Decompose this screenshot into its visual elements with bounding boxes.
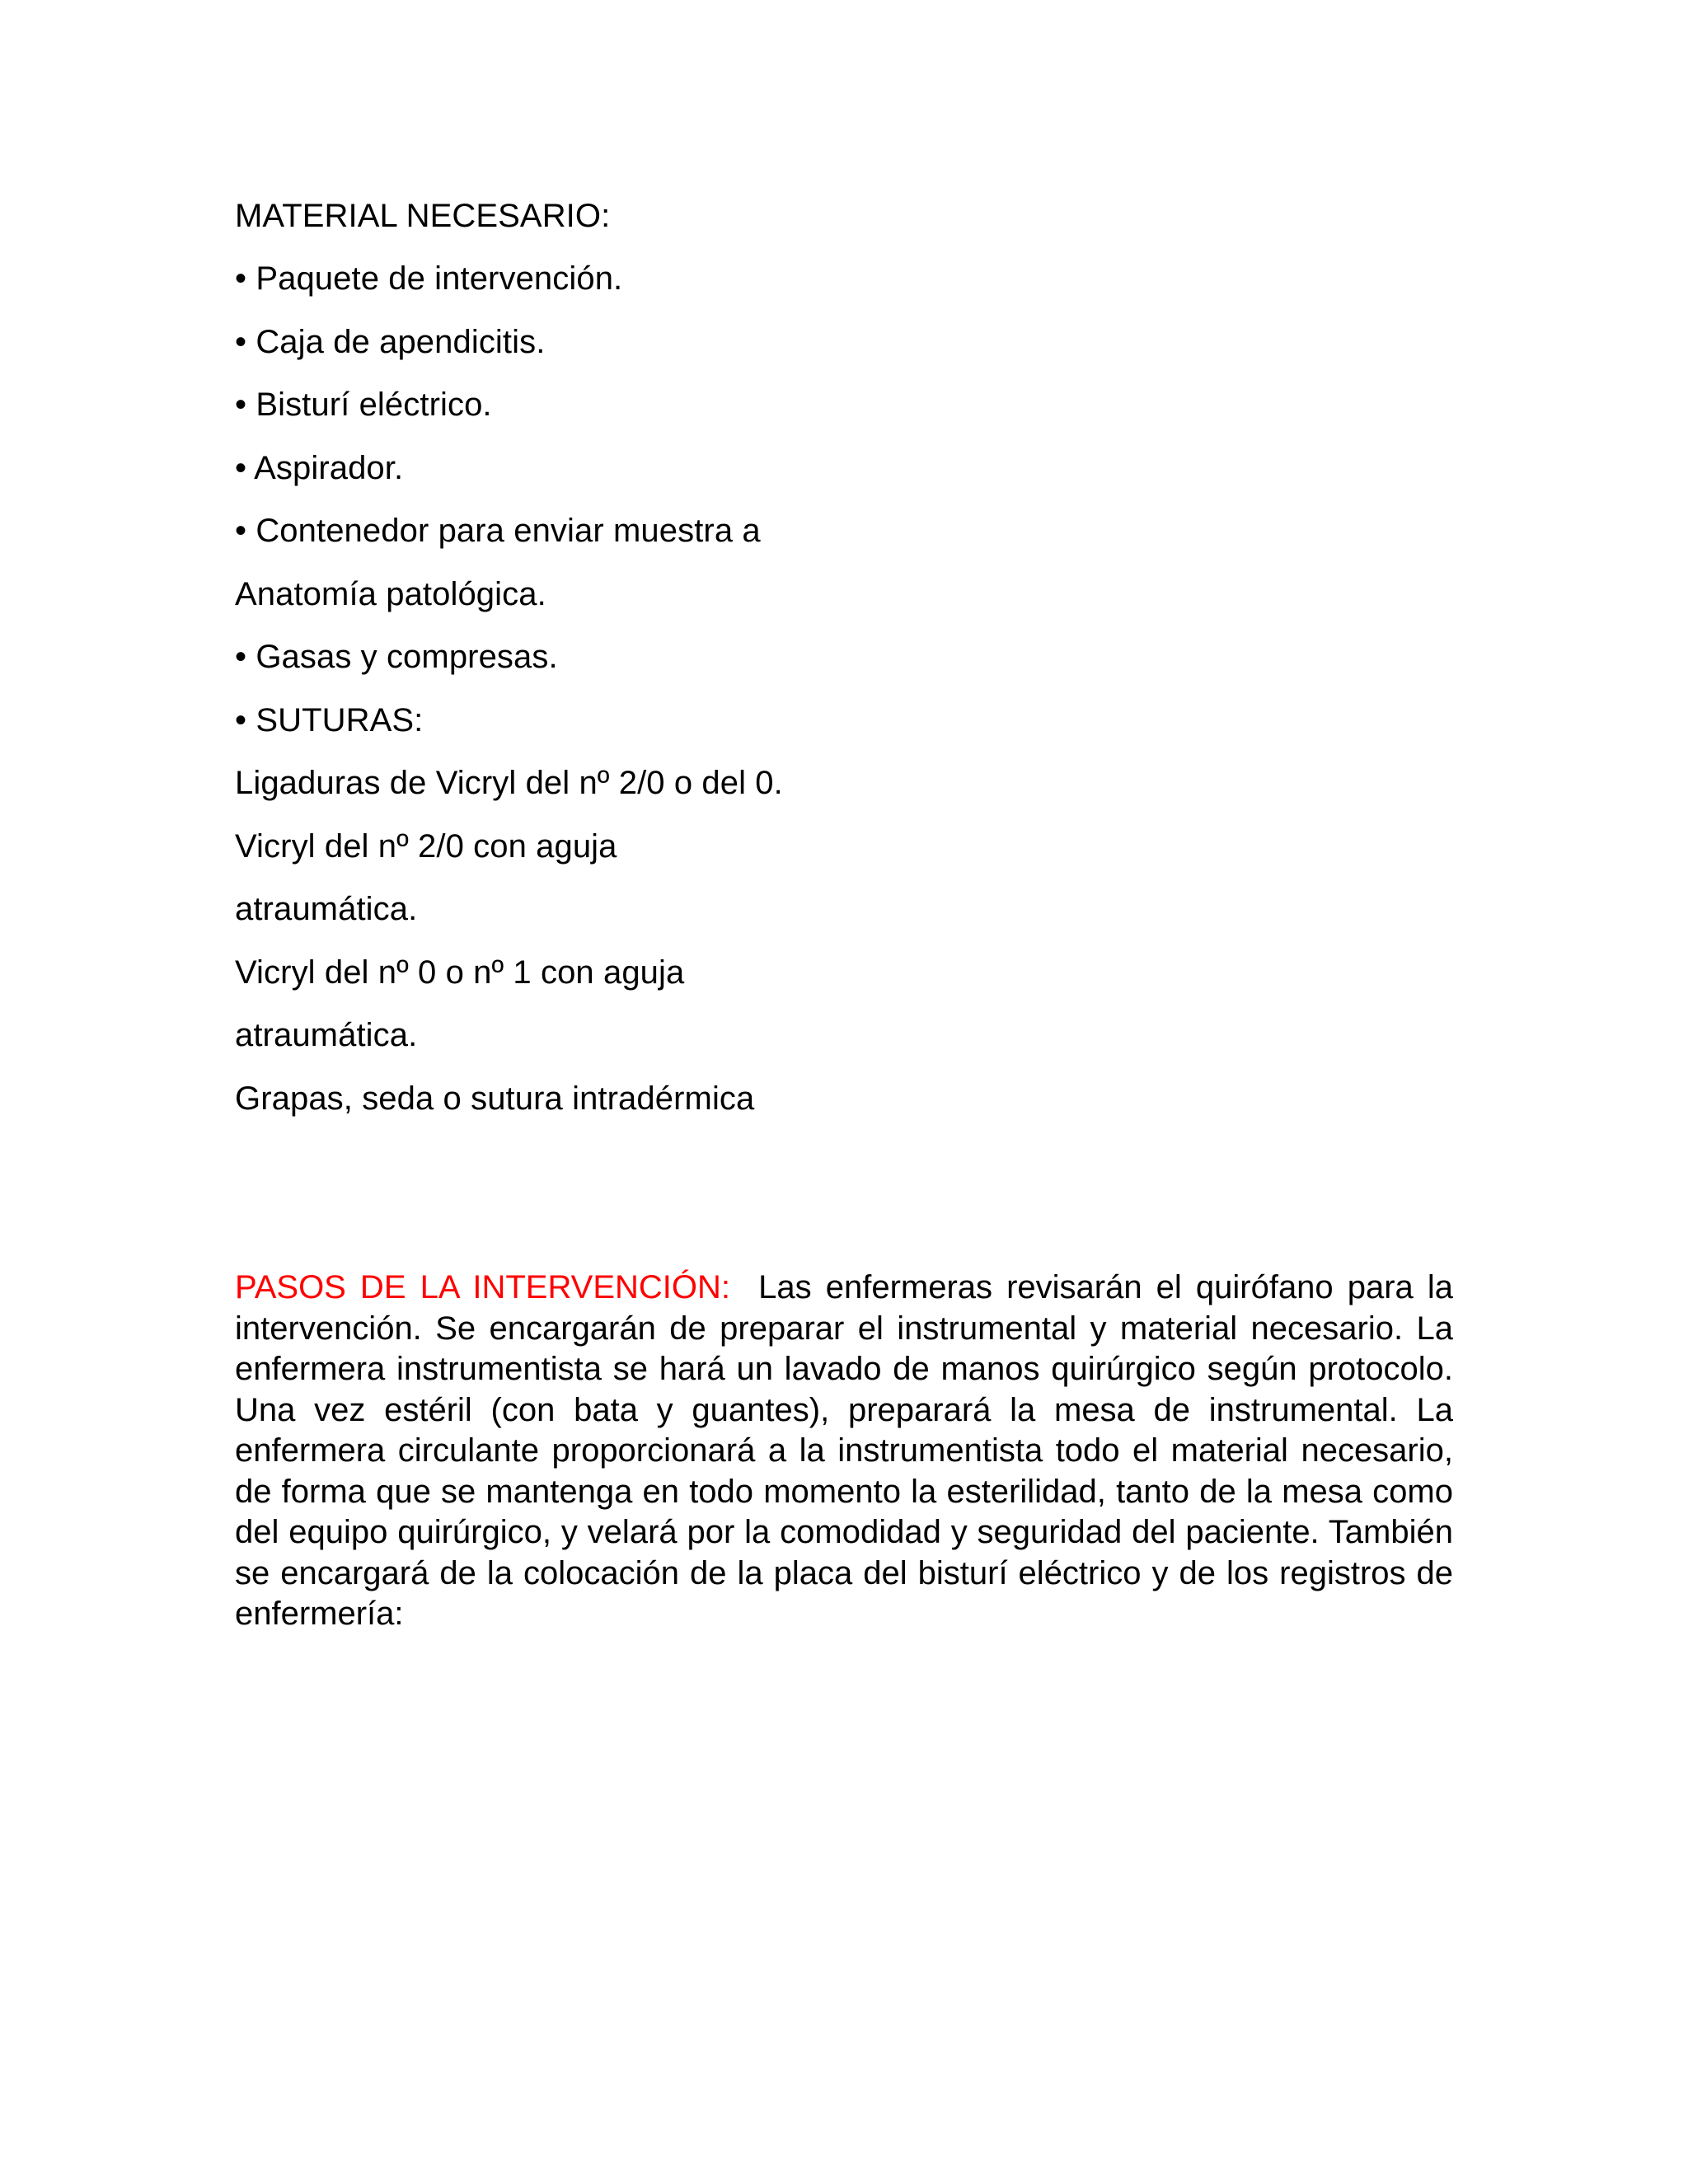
material-item-caja: • Caja de apendicitis. (235, 324, 546, 360)
pasos-paragraph (235, 1268, 1453, 1635)
suture-vicryl-0-1: Vicryl del nº 0 o nº 1 con aguja (235, 954, 685, 991)
suture-ligaduras: Ligaduras de Vicryl del nº 2/0 o del 0. (235, 765, 783, 801)
material-item-gasas: • Gasas y compresas. (235, 639, 558, 675)
pasos-heading: PASOS DE LA INTERVENCIÓN: (235, 1269, 730, 1305)
suture-grapas: Grapas, seda o sutura intradérmica (235, 1080, 755, 1117)
material-item-suturas: • SUTURAS: (235, 702, 424, 738)
material-item-contenedor-cont: Anatomía patológica. (235, 576, 546, 612)
material-item-aspirador: • Aspirador. (235, 450, 404, 486)
material-item-bisturi: • Bisturí eléctrico. (235, 387, 492, 423)
suture-vicryl-2-0: Vicryl del nº 2/0 con aguja (235, 828, 617, 865)
material-item-contenedor: • Contenedor para enviar muestra a (235, 513, 761, 549)
pasos-body: Las enfermeras revisarán el quirófano para la intervención. Se encargarán de preparar el instrumental y material necesario. La enfermera instrumentista se hará un lavado de manos quirúrgico según protocolo. Una vez estéril (con bata y guantes), preparará la mesa de instrumental. La enfermera circulante proporcionará a la instrumentista todo el material necesario, de forma que se mantenga en todo momento la esterilidad, tanto de la mesa como del equipo quirúrgico, y velará por la comodidad y seguridad del paciente. También se encargará de la colocación de la placa del bisturí eléctrico y de los registros de enfermería: (235, 1269, 1454, 1632)
suture-vicryl-0-1-cont: atraumática. (235, 1017, 418, 1053)
material-item-paquete: • Paquete de intervención. (235, 260, 623, 297)
suture-vicryl-2-0-cont: atraumática. (235, 891, 418, 927)
material-heading: MATERIAL NECESARIO: (235, 198, 611, 234)
